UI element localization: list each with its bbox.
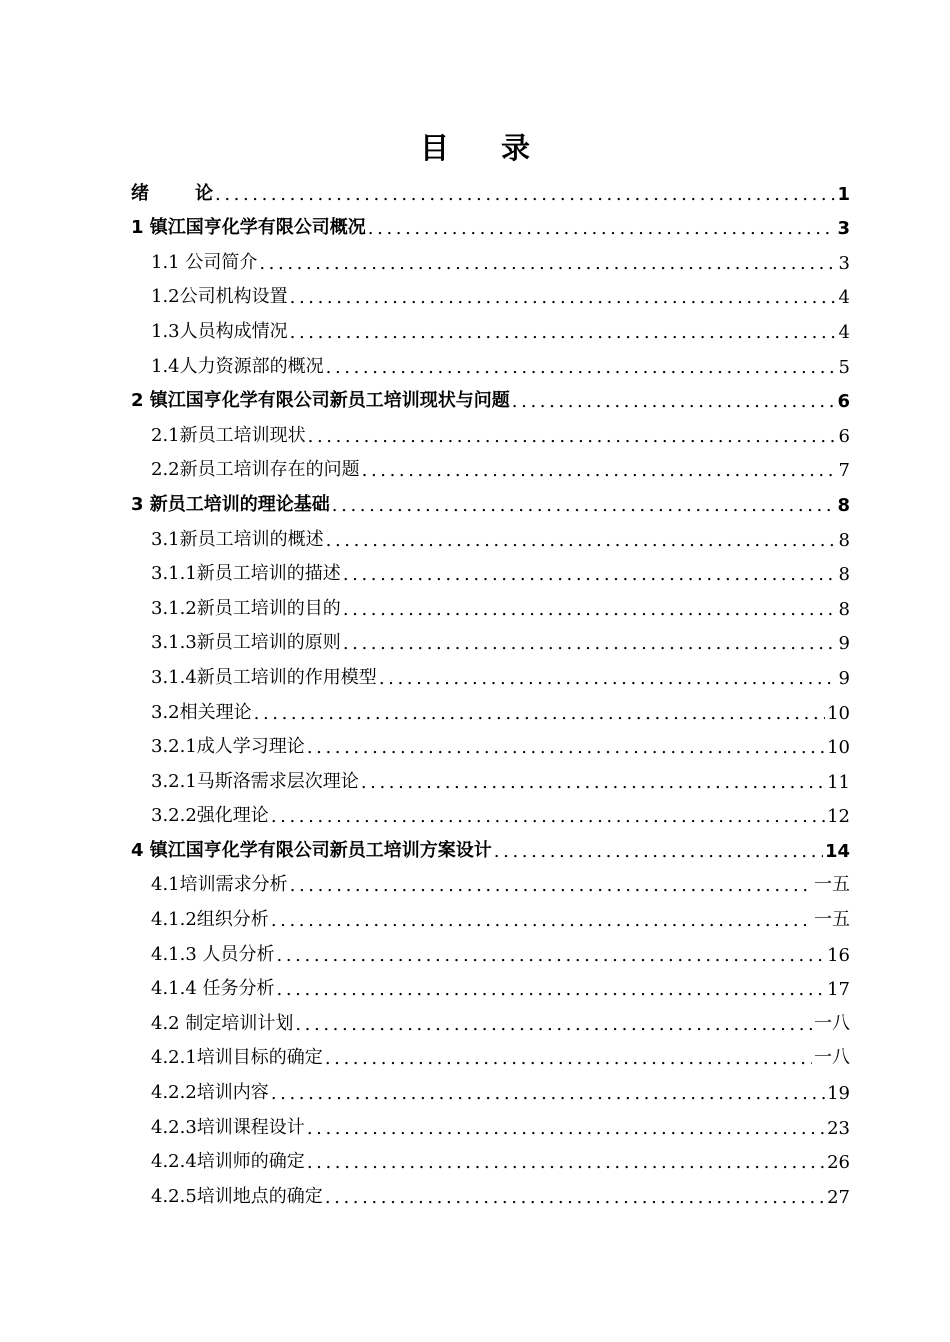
toc-page-number: 4 xyxy=(838,321,850,343)
toc-chapter-entry[interactable] xyxy=(131,830,850,865)
toc-dot-leader xyxy=(379,668,837,692)
toc-entry-label: 3.1.1新员工培训的描述 xyxy=(151,563,341,585)
toc-page-number: 27 xyxy=(827,1186,850,1208)
toc-section-entry[interactable] xyxy=(131,242,850,277)
toc-entry-label: 3.2.1马斯洛需求层次理论 xyxy=(151,770,359,792)
toc-page-number: 6 xyxy=(838,425,850,447)
toc-page-number: 4 xyxy=(838,287,850,309)
toc-section-entry[interactable] xyxy=(131,415,850,450)
toc-dot-leader xyxy=(307,1118,825,1142)
toc-entry-label: 1.4人力资源部的概况 xyxy=(151,355,324,377)
toc-entry-label: 4 镇江国亨化学有限公司新员工培训方案设计 xyxy=(131,839,492,861)
toc-page-number: 14 xyxy=(824,840,850,862)
toc-page-number: 一八 xyxy=(814,1012,850,1034)
toc-entry-label: 1.1 公司简介 xyxy=(151,251,258,273)
toc-dot-leader xyxy=(277,979,826,1003)
toc-section-entry[interactable] xyxy=(131,865,850,900)
toc-dot-leader xyxy=(295,1014,812,1038)
toc-section-entry[interactable] xyxy=(131,657,850,692)
toc-dot-leader xyxy=(254,703,825,727)
toc-entry-label: 3.2.2强化理论 xyxy=(151,805,269,827)
toc-page-number: 17 xyxy=(827,979,850,1001)
toc-section-entry[interactable] xyxy=(131,934,850,969)
toc-entry-label-part-1: 绪 xyxy=(131,182,149,204)
toc-page-number: 6 xyxy=(837,391,850,413)
toc-page-number: 23 xyxy=(827,1117,850,1139)
toc-section-entry[interactable] xyxy=(131,450,850,485)
toc-dot-leader xyxy=(343,633,837,657)
toc-section-entry[interactable] xyxy=(131,692,850,727)
toc-entry-label: 4.2 制定培训计划 xyxy=(151,1012,294,1034)
toc-page-number: 16 xyxy=(827,944,850,966)
toc-page-number: 7 xyxy=(838,460,850,482)
toc-page-number: 一五 xyxy=(814,909,850,931)
toc-section-entry[interactable] xyxy=(131,1038,850,1073)
toc-entry-label: 4.2.3培训课程设计 xyxy=(151,1116,305,1138)
toc-section-entry[interactable] xyxy=(131,899,850,934)
toc-section-entry[interactable] xyxy=(131,1142,850,1177)
toc-dot-leader xyxy=(271,910,812,934)
toc-section-entry[interactable] xyxy=(131,1003,850,1038)
toc-page-number: 10 xyxy=(827,737,850,759)
toc-section-entry[interactable] xyxy=(131,346,850,381)
toc-dot-leader xyxy=(271,806,825,830)
toc-section-entry[interactable] xyxy=(131,519,850,554)
toc-dot-leader xyxy=(512,391,836,415)
toc-dot-leader xyxy=(277,945,826,969)
toc-entry-label: 3.1.3新员工培训的原则 xyxy=(151,632,341,654)
toc-page-number: 8 xyxy=(838,564,850,586)
toc-page-number: 9 xyxy=(838,633,850,655)
toc-dot-leader xyxy=(325,1048,812,1072)
toc-entry-label xyxy=(131,179,213,208)
toc-dot-leader xyxy=(307,737,825,761)
toc-page-number: 19 xyxy=(827,1083,850,1105)
toc-dot-leader xyxy=(361,772,825,796)
toc-page-number: 1 xyxy=(837,183,850,205)
toc-entry-label: 3.1新员工培训的概述 xyxy=(151,528,324,550)
toc-entry-label: 2 镇江国亨化学有限公司新员工培训现状与问题 xyxy=(131,390,510,412)
toc-dot-leader xyxy=(259,253,836,277)
toc-page-number: 8 xyxy=(838,529,850,551)
page-title xyxy=(0,128,950,168)
toc-chapter-entry[interactable] xyxy=(131,173,850,208)
toc-entry-label: 4.2.1培训目标的确定 xyxy=(151,1047,323,1069)
toc-section-entry[interactable] xyxy=(131,1176,850,1211)
toc-page-number: 一八 xyxy=(814,1047,850,1069)
toc-chapter-entry[interactable] xyxy=(131,484,850,519)
toc-dot-leader xyxy=(290,287,837,311)
toc-section-entry[interactable] xyxy=(131,1107,850,1142)
table-of-contents xyxy=(131,173,850,1211)
toc-page-number: 一五 xyxy=(814,874,850,896)
toc-entry-label: 3.1.4新员工培训的作用模型 xyxy=(151,666,377,688)
toc-entry-label: 4.2.5培训地点的确定 xyxy=(151,1185,323,1207)
toc-page-number: 5 xyxy=(838,356,850,378)
toc-dot-leader xyxy=(290,875,812,899)
toc-dot-leader xyxy=(494,841,823,865)
toc-entry-label: 3.1.2新员工培训的目的 xyxy=(151,597,341,619)
toc-chapter-entry[interactable] xyxy=(131,208,850,243)
toc-entry-label: 2.2新员工培训存在的问题 xyxy=(151,459,360,481)
toc-dot-leader xyxy=(307,1152,825,1176)
toc-section-entry[interactable] xyxy=(131,727,850,762)
toc-section-entry[interactable] xyxy=(131,554,850,589)
toc-entry-label: 4.2.2培训内容 xyxy=(151,1082,269,1104)
toc-entry-label: 4.1.4 任务分析 xyxy=(151,978,275,1000)
toc-section-entry[interactable] xyxy=(131,277,850,312)
toc-entry-label: 2.1新员工培训现状 xyxy=(151,424,306,446)
toc-entry-label: 4.1.3 人员分析 xyxy=(151,943,275,965)
toc-section-entry[interactable] xyxy=(131,588,850,623)
toc-section-entry[interactable] xyxy=(131,796,850,831)
toc-dot-leader xyxy=(332,495,836,519)
toc-dot-leader xyxy=(290,322,837,346)
toc-section-entry[interactable] xyxy=(131,969,850,1004)
toc-page-number: 26 xyxy=(827,1152,850,1174)
toc-page-number: 10 xyxy=(827,702,850,724)
toc-dot-leader xyxy=(308,426,837,450)
toc-dot-leader xyxy=(326,357,837,381)
toc-entry-label: 4.1培训需求分析 xyxy=(151,874,288,896)
toc-dot-leader xyxy=(215,184,835,208)
toc-page-number: 12 xyxy=(827,806,850,828)
toc-chapter-entry[interactable] xyxy=(131,381,850,416)
toc-dot-leader xyxy=(343,564,837,588)
toc-page-number: 9 xyxy=(838,667,850,689)
toc-page-number: 11 xyxy=(827,771,850,793)
toc-section-entry[interactable] xyxy=(131,311,850,346)
toc-entry-label: 1.3人员构成情况 xyxy=(151,320,288,342)
toc-entry-label: 4.1.2组织分析 xyxy=(151,909,269,931)
toc-dot-leader xyxy=(271,1083,825,1107)
toc-page-number: 3 xyxy=(838,252,850,274)
toc-entry-label: 3.2相关理论 xyxy=(151,701,252,723)
toc-section-entry[interactable] xyxy=(131,761,850,796)
page-title-part-2: 录 xyxy=(501,131,531,165)
toc-dot-leader xyxy=(325,1187,825,1211)
toc-entry-label: 3.2.1成人学习理论 xyxy=(151,736,305,758)
toc-section-entry[interactable] xyxy=(131,623,850,658)
toc-entry-label: 4.2.4培训师的确定 xyxy=(151,1151,305,1173)
toc-entry-label: 1.2公司机构设置 xyxy=(151,286,288,308)
page-title-part-1: 目 xyxy=(419,131,449,165)
toc-dot-leader xyxy=(326,530,837,554)
toc-dot-leader xyxy=(368,218,836,242)
toc-page-number: 8 xyxy=(838,598,850,620)
toc-section-entry[interactable] xyxy=(131,1072,850,1107)
toc-entry-label: 3 新员工培训的理论基础 xyxy=(131,493,330,515)
toc-dot-leader xyxy=(343,599,837,623)
toc-page-number: 8 xyxy=(837,494,850,516)
toc-entry-label: 1 镇江国亨化学有限公司概况 xyxy=(131,217,366,239)
toc-entry-label-part-2: 论 xyxy=(195,182,213,204)
toc-page-number: 3 xyxy=(837,218,850,240)
toc-dot-leader xyxy=(362,460,837,484)
